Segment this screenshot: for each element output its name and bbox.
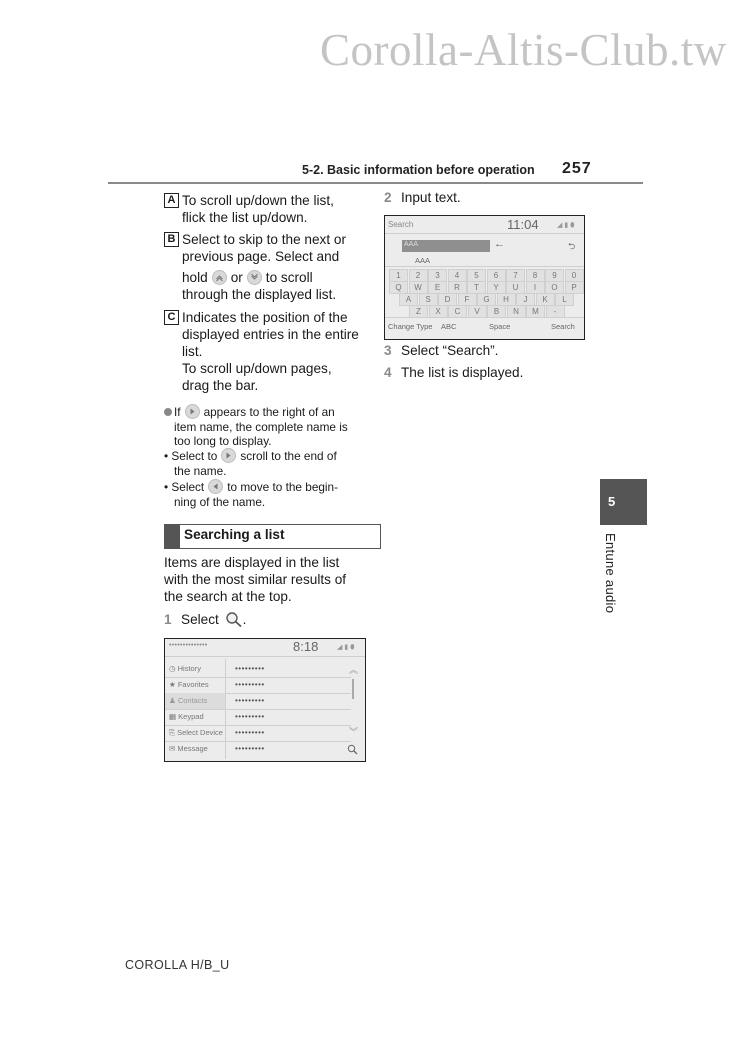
step-number: 4 [384,365,392,380]
person-icon: ♟ [169,696,178,705]
item-c-line: displayed entries in the entire [182,327,359,342]
keypad-icon: ▦ [169,712,179,721]
item-c-line: list. [182,344,203,359]
key-2[interactable]: 2 [409,269,428,282]
chapter-label: Entune audio [603,533,618,614]
message-item[interactable]: ✉ Message [169,744,208,753]
item-b-hold-line [182,269,369,286]
abc-button[interactable]: ABC [441,322,457,331]
history-icon: ◷ [169,664,178,673]
key-g[interactable]: G [477,293,496,306]
contacts-item[interactable]: ♟ Contacts [169,696,208,705]
kb-screen-title: Search [388,220,414,229]
item-a-line: To scroll up/down the list, [182,193,334,208]
section-header: 5-2. Basic information before operation [302,163,535,177]
step-text: The list is displayed. [401,365,524,380]
intro-line: with the most similar results of [164,572,347,587]
note-text: to move to the begin- [227,480,339,494]
to-scroll-text: to scroll [265,270,313,285]
ellipsis-icon [185,404,200,419]
step-text: Select “Search”. [401,343,499,358]
key-9[interactable]: 9 [545,269,564,282]
search-input[interactable] [402,240,490,252]
intro-line: the search at the top. [164,589,292,604]
key-b[interactable]: B [487,305,506,318]
chapter-tab [600,479,647,525]
key-a[interactable]: A [399,293,418,306]
star-icon: ★ [169,680,178,689]
step-text: Input text. [401,190,461,205]
scrollbar[interactable] [352,679,354,699]
key-z[interactable]: Z [409,305,428,318]
space-button[interactable]: Space [489,322,511,331]
list-value: ••••••••• [235,744,265,753]
key-7[interactable]: 7 [506,269,525,282]
key-l[interactable]: L [555,293,574,306]
key-8[interactable]: 8 [526,269,545,282]
key-r[interactable]: R [448,281,467,294]
scroll-down-icon [247,270,262,285]
key-0[interactable]: 0 [565,269,584,282]
page-down-icon[interactable]: ︾ [349,727,359,737]
note-ellipsis [164,404,369,449]
key-3[interactable]: 3 [428,269,447,282]
list-row[interactable] [165,677,351,694]
hold-text: hold [182,270,208,285]
key--[interactable]: - [546,305,565,318]
key-k[interactable]: K [536,293,555,306]
change-type-button[interactable]: Change Type [388,322,433,331]
key-u[interactable]: U [506,281,525,294]
key-6[interactable]: 6 [487,269,506,282]
step-number: 1 [164,612,172,627]
footer-model: COROLLA H/B_U [125,958,230,972]
note-scroll-end: • Select to scroll to the end of the name. [164,449,337,478]
keyboard-screen [384,215,585,340]
back-icon[interactable]: ⮌ [568,241,576,251]
status-icons: ◢ ▮ ⬮ [337,644,355,651]
key-h[interactable]: H [497,293,516,306]
message-icon: ✉ [169,744,178,753]
note-text: scroll to the end of [240,449,337,463]
key-w[interactable]: W [409,281,428,294]
note-text: item name, the complete name is [174,419,348,434]
note-beginning: • Select to move to the begin- ning of the name. [164,480,339,509]
letter-b-box: B [164,232,179,247]
list-row[interactable] [165,725,351,742]
list-row[interactable] [165,741,351,757]
note-text: appears to the right of an [203,405,335,419]
move-begin-icon [208,479,223,494]
step-2 [384,189,461,206]
item-b-line: through the displayed list. [182,287,337,302]
item-a [164,192,369,226]
backspace-icon[interactable]: ← [494,238,505,250]
header-rule [108,182,643,184]
letter-c-box: C [164,310,179,325]
step-text: Select [181,612,219,627]
suggestion-item[interactable]: AAA [415,256,431,265]
history-item[interactable]: ◷ History [169,664,201,673]
step-1: 1 Select . [164,611,246,632]
or-text: or [230,270,243,285]
scroll-up-icon [212,270,227,285]
list-screen [164,638,366,762]
key-5[interactable]: 5 [467,269,486,282]
favorites-item[interactable]: ★ Favorites [169,680,209,689]
key-o[interactable]: O [545,281,564,294]
page-up-icon[interactable]: ︽ [349,665,359,675]
key-f[interactable]: F [458,293,477,306]
key-e[interactable]: E [428,281,447,294]
key-i[interactable]: I [526,281,545,294]
step-4 [384,364,523,381]
section-title: Searching a list [184,527,285,542]
key-j[interactable]: J [516,293,535,306]
item-c-line: Indicates the position of the [182,310,348,325]
scroll-end-icon [221,448,236,463]
note-text: Select [171,480,205,494]
note-text: the name. [174,463,227,478]
key-s[interactable]: S [419,293,438,306]
select-device-item[interactable]: ⎘ Select Device [169,728,223,737]
chapter-number: 5 [608,494,616,509]
key-d[interactable]: D [438,293,457,306]
key-4[interactable]: 4 [448,269,467,282]
page-number: 257 [562,160,592,177]
intro-paragraph [164,554,369,605]
item-c [164,309,369,394]
list-row[interactable] [165,709,351,726]
item-a-line: flick the list up/down. [182,210,308,225]
key-n[interactable]: N [507,305,526,318]
list-screen-time: 8:18 [293,639,319,654]
key-x[interactable]: X [429,305,448,318]
item-b-line: Select to skip to the next or [182,232,346,247]
device-icon: ⎘ [169,728,178,737]
letter-a-box: A [164,193,179,208]
note-text: too long to display. [174,434,272,448]
list-row[interactable] [165,661,351,678]
item-c-line: To scroll up/down pages, [182,361,332,376]
key-t[interactable]: T [467,281,486,294]
key-q[interactable]: Q [389,281,408,294]
bullet-dot-icon [164,408,172,416]
section-heading [164,524,381,549]
note-text: If [174,405,181,419]
list-screen-title: •••••••••••••• [169,642,208,649]
list-value: ••••••••• [235,728,265,737]
list-value: ••••••••• [235,712,265,721]
step-number: 3 [384,343,392,358]
item-b [164,231,369,303]
key-1[interactable]: 1 [389,269,408,282]
key-c[interactable]: C [448,305,467,318]
status-icons: ◢ ▮ ⬮ [557,222,575,229]
list-value: ••••••••• [235,696,265,705]
step-number: 2 [384,190,392,205]
key-y[interactable]: Y [487,281,506,294]
item-c-line: drag the bar. [182,378,259,393]
key-p[interactable]: P [565,281,584,294]
kb-screen-time: 11:04 [507,217,539,232]
note-text: ning of the name. [174,494,266,509]
key-v[interactable]: V [468,305,487,318]
watermark: Corolla-Altis-Club.tw [320,25,727,75]
item-b-line: previous page. Select and [182,249,340,264]
intro-line: Items are displayed in the list [164,555,340,570]
note-text: Select to [171,449,218,463]
search-button[interactable]: Search [551,322,575,331]
list-row[interactable] [165,693,351,710]
key-m[interactable]: M [526,305,545,318]
search-input-value: AAA [404,241,419,248]
search-icon [225,611,243,632]
step-3 [384,342,498,359]
list-value: ••••••••• [235,680,265,689]
keypad-item[interactable]: ▦ Keypad [169,712,204,721]
list-search-icon[interactable] [347,742,358,760]
list-value: ••••••••• [235,664,265,673]
